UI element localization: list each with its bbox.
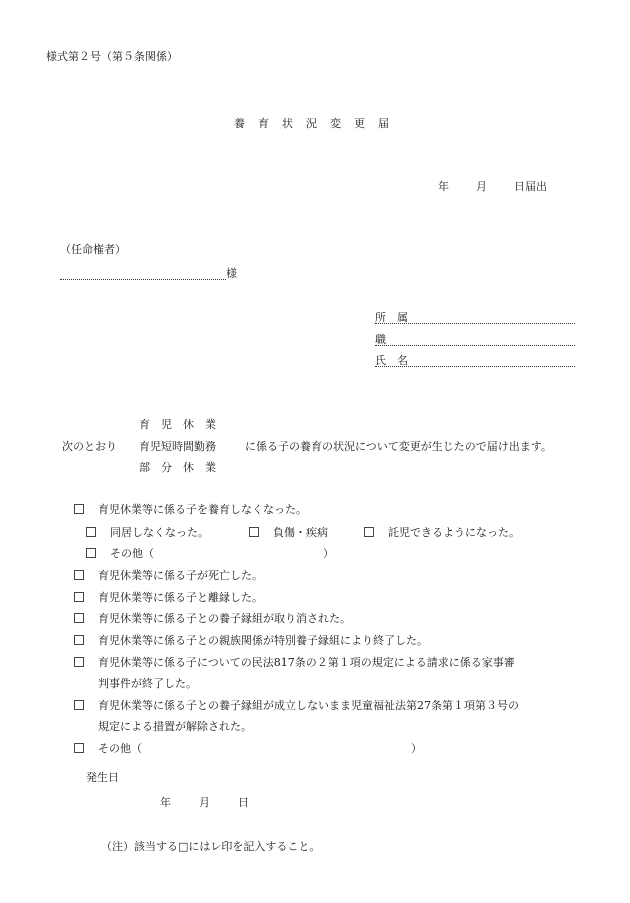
check-item-other[interactable] [74,742,142,756]
check-item-dissolved-adoption[interactable] [74,591,263,605]
checkbox[interactable] [74,504,84,514]
sub-other-close-paren: ） [323,547,334,560]
submission-day-label: 日届出 [514,180,547,193]
affiliation-field[interactable] [375,323,575,324]
checkbox[interactable] [364,527,374,537]
check-label: 育児休業等に係る子との親族関係が特別養子縁組により終了した。 [98,634,428,647]
title-char: 養 [234,117,245,130]
form-number: 様式第２号（第５条関係） [46,50,178,63]
check-label: 育児休業等に係る子との養子縁組が取り消された。 [98,612,351,625]
title-char: 更 [354,117,365,130]
position-field[interactable] [375,345,575,346]
checkbox[interactable] [86,527,96,537]
submission-year-label: 年 [438,180,449,193]
check-label: 育児休業等に係る子と離縁した。 [98,591,263,604]
check-label: 託児できるようになった。 [388,526,520,539]
check-label: 育児休業等に係る子についての民法817条の２第１項の規定による請求に係る家事審 [98,656,515,669]
occurrence-month-label: 月 [199,796,210,809]
check-item-family-court-case[interactable] [74,656,515,670]
title-char: 況 [306,117,317,130]
checkbox[interactable] [74,657,84,667]
check-item-not-raising[interactable] [74,503,307,517]
occurrence-date-label: 発生日 [86,771,119,784]
name-label: 氏 名 [375,354,408,367]
check-label: その他（ [110,547,154,560]
checkbox[interactable] [74,592,84,602]
option-short-hours: 育児短時間勤務 [139,440,216,453]
appointing-authority-field[interactable] [60,279,226,280]
checkbox[interactable] [74,570,84,580]
occurrence-year-label: 年 [160,796,171,809]
check-item-sub-other[interactable] [86,547,154,561]
check-item-injury-illness[interactable] [249,526,328,540]
affiliation-label: 所 属 [375,311,408,324]
check-label: 育児休業等に係る子との養子縁組が成立しないまま児童福祉法第27条第１項第３号の [98,699,519,712]
title-char: 変 [330,117,341,130]
honorific-label: 様 [226,267,237,280]
title-char: 育 [258,117,269,130]
checkbox[interactable] [74,613,84,623]
appointing-authority-label: （任命権者） [60,243,126,256]
check-label: その他（ [98,742,142,755]
check-label: 育児休業等に係る子が死亡した。 [98,569,263,582]
checkbox[interactable] [74,700,84,710]
checkbox[interactable] [74,743,84,753]
option-childcare-leave: 育 児 休 業 [139,418,216,431]
check-item-special-adoption[interactable] [74,634,428,648]
statement-suffix: に係る子の養育の状況について変更が生じたので届け出ます。 [245,440,552,453]
check-item-child-died[interactable] [74,569,263,583]
check-item-adoption-cancelled[interactable] [74,612,351,626]
check-item-not-cohabiting[interactable] [86,526,209,540]
position-label: 職 [375,333,386,346]
check-item-daycare[interactable] [364,526,520,540]
check-label-continued: 規定による措置が解除された。 [98,720,252,733]
check-item-child-welfare-measure[interactable] [74,699,519,713]
submission-month-label: 月 [476,180,487,193]
statement-prefix: 次のとおり [62,440,117,453]
checkbox[interactable] [86,548,96,558]
occurrence-day-label: 日 [238,796,249,809]
option-partial-leave: 部 分 休 業 [139,461,216,474]
checkbox[interactable] [74,635,84,645]
name-field[interactable] [375,366,575,367]
document-title [234,117,402,131]
instruction-note: （注）該当する□にはレ印を記入すること。 [101,840,321,853]
check-label: 負傷・疾病 [273,526,328,539]
check-label: 同居しなくなった。 [110,526,209,539]
checkbox[interactable] [249,527,259,537]
title-char: 届 [378,117,389,130]
title-char: 状 [282,117,293,130]
other-close-paren: ） [411,742,422,755]
check-label: 育児休業等に係る子を養育しなくなった。 [98,503,307,516]
check-label-continued: 判事件が終了した。 [98,677,197,690]
